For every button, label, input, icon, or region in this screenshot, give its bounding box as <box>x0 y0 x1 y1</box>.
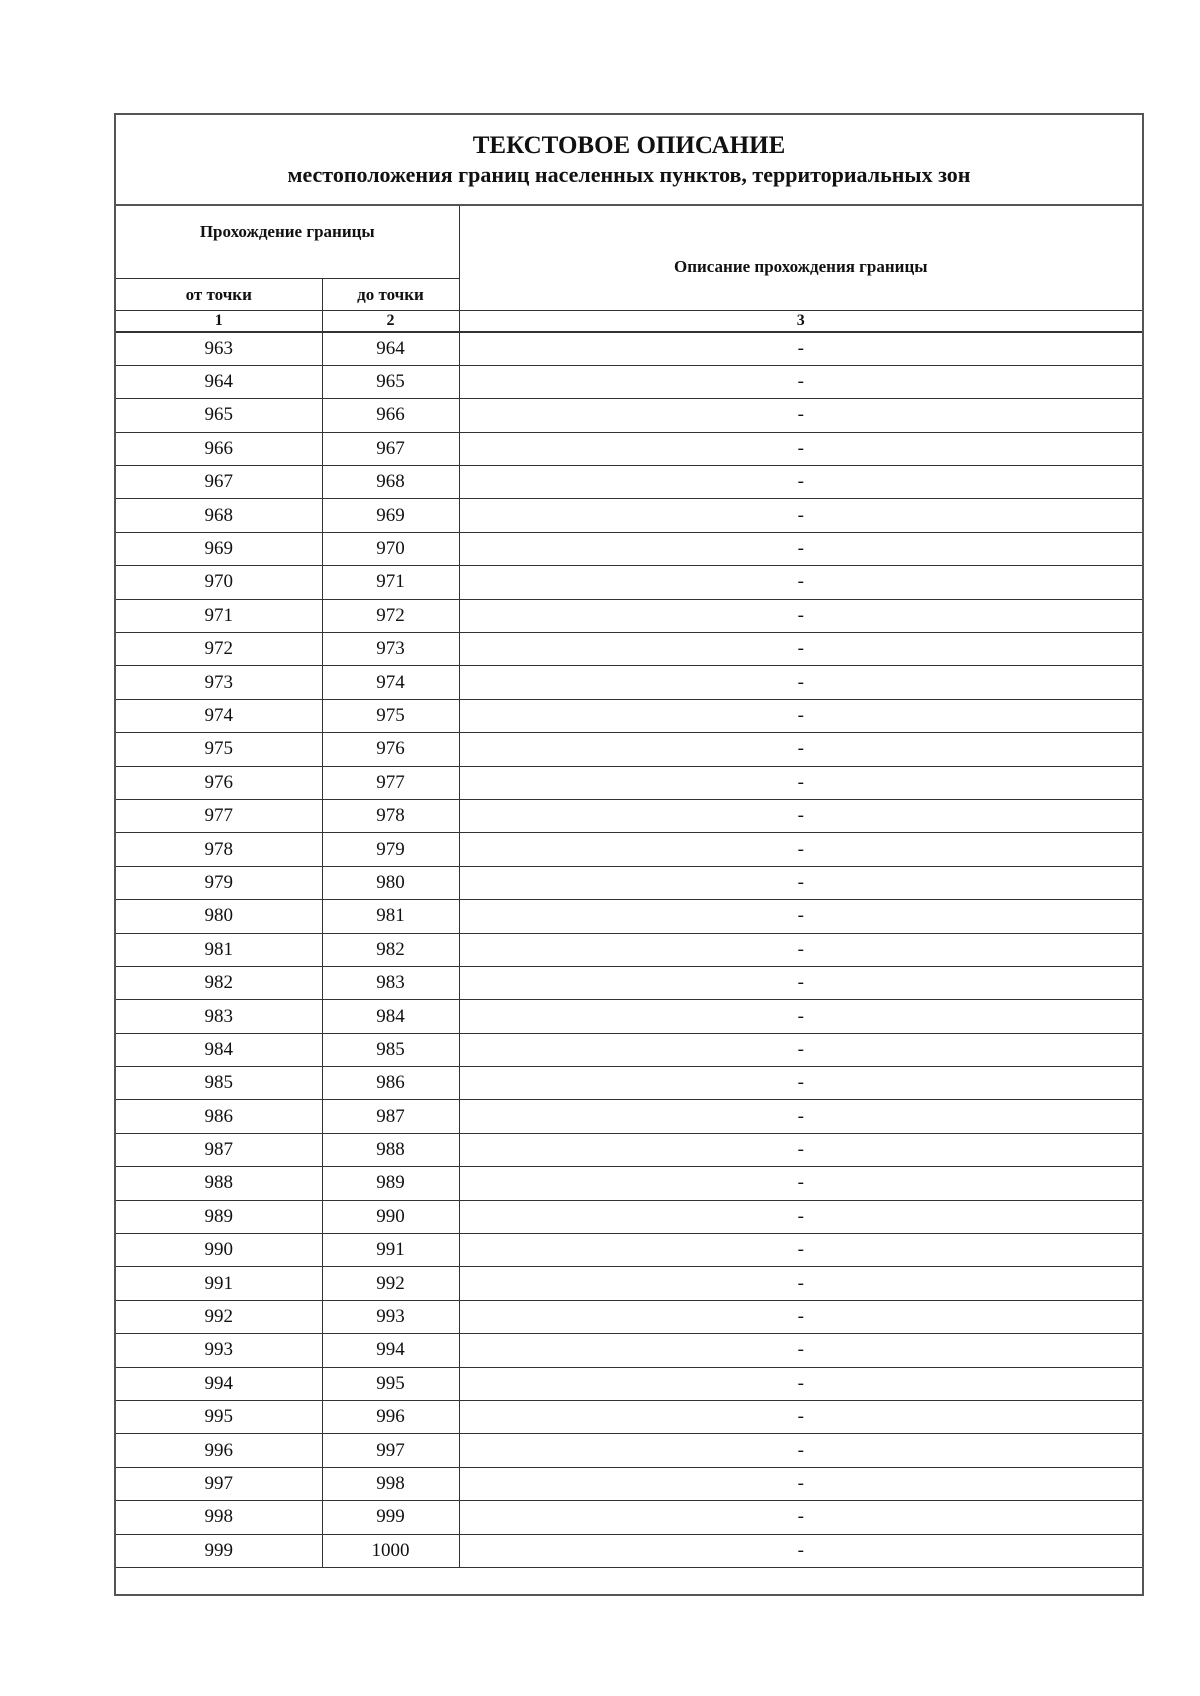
table-row <box>116 1401 1142 1434</box>
to-point-cell: 991 <box>322 1234 459 1267</box>
table-header <box>116 206 1142 332</box>
table-row <box>116 966 1142 999</box>
to-point-cell: 968 <box>322 466 459 499</box>
from-point-cell: 968 <box>116 499 322 532</box>
description-cell: - <box>459 1334 1142 1367</box>
to-point-cell: 985 <box>322 1033 459 1066</box>
description-cell: - <box>459 332 1142 365</box>
document-page <box>114 113 1144 1596</box>
from-point-cell: 998 <box>116 1501 322 1534</box>
from-point-cell: 965 <box>116 399 322 432</box>
to-point-cell: 993 <box>322 1300 459 1333</box>
description-cell: - <box>459 733 1142 766</box>
from-point-cell: 996 <box>116 1434 322 1467</box>
description-cell: - <box>459 1067 1142 1100</box>
description-cell: - <box>459 532 1142 565</box>
to-point-cell: 986 <box>322 1067 459 1100</box>
table-row <box>116 1534 1142 1567</box>
to-point-cell: 997 <box>322 1434 459 1467</box>
header-boundary-passage: Прохождение границы <box>116 206 459 279</box>
description-cell: - <box>459 599 1142 632</box>
table-row <box>116 1267 1142 1300</box>
to-point-cell: 994 <box>322 1334 459 1367</box>
to-point-cell: 999 <box>322 1501 459 1534</box>
description-cell: - <box>459 1000 1142 1033</box>
from-point-cell: 984 <box>116 1033 322 1066</box>
description-cell: - <box>459 1434 1142 1467</box>
to-point-cell: 998 <box>322 1467 459 1500</box>
from-point-cell: 995 <box>116 1401 322 1434</box>
table-row <box>116 466 1142 499</box>
table-row <box>116 666 1142 699</box>
from-point-cell: 988 <box>116 1167 322 1200</box>
from-point-cell: 983 <box>116 1000 322 1033</box>
from-point-cell: 986 <box>116 1100 322 1133</box>
table-row <box>116 1133 1142 1166</box>
description-cell: - <box>459 566 1142 599</box>
to-point-cell: 978 <box>322 799 459 832</box>
table-row <box>116 365 1142 398</box>
to-point-cell: 967 <box>322 432 459 465</box>
description-cell: - <box>459 1501 1142 1534</box>
table-row <box>116 1234 1142 1267</box>
from-point-cell: 987 <box>116 1133 322 1166</box>
to-point-cell: 969 <box>322 499 459 532</box>
from-point-cell: 990 <box>116 1234 322 1267</box>
description-cell: - <box>459 1267 1142 1300</box>
from-point-cell: 993 <box>116 1334 322 1367</box>
to-point-cell: 964 <box>322 332 459 365</box>
boundary-table <box>116 206 1142 1568</box>
table-row <box>116 332 1142 365</box>
column-number-3: 3 <box>459 311 1142 333</box>
to-point-cell: 992 <box>322 1267 459 1300</box>
description-cell: - <box>459 466 1142 499</box>
table-row <box>116 900 1142 933</box>
table-row <box>116 532 1142 565</box>
to-point-cell: 989 <box>322 1167 459 1200</box>
to-point-cell: 996 <box>322 1401 459 1434</box>
description-cell: - <box>459 1033 1142 1066</box>
table-row <box>116 866 1142 899</box>
from-point-cell: 975 <box>116 733 322 766</box>
description-cell: - <box>459 499 1142 532</box>
from-point-cell: 985 <box>116 1067 322 1100</box>
from-point-cell: 967 <box>116 466 322 499</box>
description-cell: - <box>459 1167 1142 1200</box>
from-point-cell: 970 <box>116 566 322 599</box>
description-cell: - <box>459 365 1142 398</box>
from-point-cell: 994 <box>116 1367 322 1400</box>
header-from-point: от точки <box>116 279 322 311</box>
to-point-cell: 987 <box>322 1100 459 1133</box>
table-row <box>116 1167 1142 1200</box>
from-point-cell: 980 <box>116 900 322 933</box>
from-point-cell: 981 <box>116 933 322 966</box>
description-cell: - <box>459 1534 1142 1567</box>
to-point-cell: 983 <box>322 966 459 999</box>
from-point-cell: 969 <box>116 532 322 565</box>
description-cell: - <box>459 399 1142 432</box>
to-point-cell: 984 <box>322 1000 459 1033</box>
from-point-cell: 989 <box>116 1200 322 1233</box>
table-row <box>116 1434 1142 1467</box>
from-point-cell: 976 <box>116 766 322 799</box>
from-point-cell: 963 <box>116 332 322 365</box>
table-row <box>116 699 1142 732</box>
to-point-cell: 965 <box>322 365 459 398</box>
to-point-cell: 995 <box>322 1367 459 1400</box>
to-point-cell: 972 <box>322 599 459 632</box>
from-point-cell: 992 <box>116 1300 322 1333</box>
description-cell: - <box>459 1133 1142 1166</box>
from-point-cell: 982 <box>116 966 322 999</box>
table-row <box>116 1033 1142 1066</box>
to-point-cell: 981 <box>322 900 459 933</box>
table-row <box>116 933 1142 966</box>
to-point-cell: 975 <box>322 699 459 732</box>
from-point-cell: 973 <box>116 666 322 699</box>
description-cell: - <box>459 866 1142 899</box>
description-cell: - <box>459 666 1142 699</box>
from-point-cell: 991 <box>116 1267 322 1300</box>
description-cell: - <box>459 799 1142 832</box>
description-cell: - <box>459 432 1142 465</box>
to-point-cell: 974 <box>322 666 459 699</box>
description-cell: - <box>459 1200 1142 1233</box>
table-row <box>116 1367 1142 1400</box>
description-cell: - <box>459 699 1142 732</box>
table-row <box>116 1467 1142 1500</box>
to-point-cell: 980 <box>322 866 459 899</box>
table-row <box>116 1200 1142 1233</box>
description-cell: - <box>459 766 1142 799</box>
description-cell: - <box>459 1300 1142 1333</box>
description-cell: - <box>459 833 1142 866</box>
table-row <box>116 1501 1142 1534</box>
table-row <box>116 833 1142 866</box>
table-row <box>116 1334 1142 1367</box>
description-cell: - <box>459 1401 1142 1434</box>
table-row <box>116 432 1142 465</box>
from-point-cell: 979 <box>116 866 322 899</box>
table-row <box>116 1000 1142 1033</box>
description-cell: - <box>459 1234 1142 1267</box>
from-point-cell: 966 <box>116 432 322 465</box>
table-row <box>116 566 1142 599</box>
header-to-point: до точки <box>322 279 459 311</box>
to-point-cell: 982 <box>322 933 459 966</box>
from-point-cell: 977 <box>116 799 322 832</box>
table-row <box>116 1300 1142 1333</box>
description-cell: - <box>459 933 1142 966</box>
description-cell: - <box>459 633 1142 666</box>
header-description: Описание прохождения границы <box>459 206 1142 311</box>
from-point-cell: 978 <box>116 833 322 866</box>
from-point-cell: 971 <box>116 599 322 632</box>
table-body <box>116 332 1142 1567</box>
description-cell: - <box>459 1467 1142 1500</box>
from-point-cell: 972 <box>116 633 322 666</box>
to-point-cell: 976 <box>322 733 459 766</box>
to-point-cell: 979 <box>322 833 459 866</box>
table-row <box>116 766 1142 799</box>
description-cell: - <box>459 1100 1142 1133</box>
to-point-cell: 970 <box>322 532 459 565</box>
table-row <box>116 633 1142 666</box>
description-cell: - <box>459 966 1142 999</box>
from-point-cell: 964 <box>116 365 322 398</box>
description-cell: - <box>459 900 1142 933</box>
table-row <box>116 799 1142 832</box>
to-point-cell: 990 <box>322 1200 459 1233</box>
from-point-cell: 974 <box>116 699 322 732</box>
table-row <box>116 1100 1142 1133</box>
to-point-cell: 966 <box>322 399 459 432</box>
description-cell: - <box>459 1367 1142 1400</box>
to-point-cell: 977 <box>322 766 459 799</box>
from-point-cell: 997 <box>116 1467 322 1500</box>
title-block <box>116 115 1142 206</box>
to-point-cell: 1000 <box>322 1534 459 1567</box>
table-row <box>116 499 1142 532</box>
document-title: ТЕКСТОВОЕ ОПИСАНИЕ <box>472 132 786 159</box>
table-row <box>116 1067 1142 1100</box>
table-row <box>116 733 1142 766</box>
to-point-cell: 973 <box>322 633 459 666</box>
document-subtitle: местоположения границ населенных пунктов, территориальных зон <box>287 162 971 187</box>
from-point-cell: 999 <box>116 1534 322 1567</box>
column-number-2: 2 <box>322 311 459 333</box>
table-row <box>116 599 1142 632</box>
to-point-cell: 988 <box>322 1133 459 1166</box>
to-point-cell: 971 <box>322 566 459 599</box>
column-number-1: 1 <box>116 311 322 333</box>
table-row <box>116 399 1142 432</box>
